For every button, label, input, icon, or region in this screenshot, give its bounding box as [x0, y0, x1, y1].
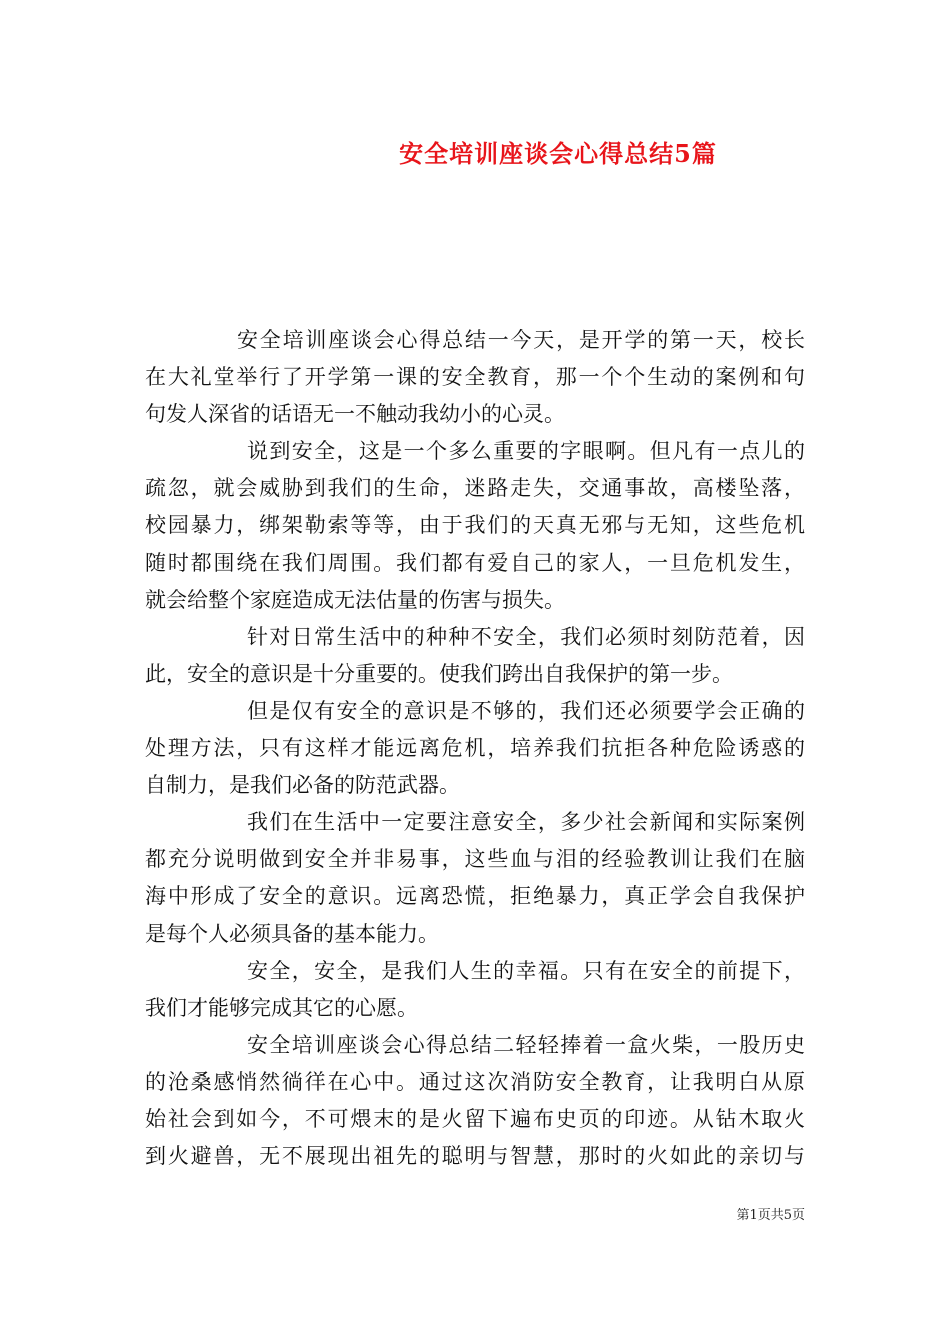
page-number-footer: 第1页共5页	[736, 1208, 805, 1223]
text-line: 说到安全，这是一个多么重要的字眼啊。但凡有一点儿的	[247, 439, 805, 464]
text-line: 安全培训座谈会心得总结二轻轻捧着一盒火柴，一股历史	[247, 1032, 805, 1057]
text-line: 就会给整个家庭造成无法估量的伤害与损失。	[145, 587, 565, 612]
document-title: 安全培训座谈会心得总结5篇	[399, 139, 717, 168]
text-line: 都充分说明做到安全并非易事，这些血与泪的经验教训让我们在脑	[145, 847, 805, 872]
paragraph	[145, 1027, 805, 1175]
text-line: 针对日常生活中的种种不安全，我们必须时刻防范着，因	[247, 624, 805, 649]
text-line: 安全，安全，是我们人生的幸福。只有在安全的前提下，	[247, 958, 805, 983]
paragraph	[145, 804, 805, 952]
text-line: 校园暴力，绑架勒索等等，由于我们的天真无邪与无知，这些危机	[145, 513, 805, 538]
text-line: 在大礼堂举行了开学第一课的安全教育，那一个个生动的案例和句	[145, 365, 805, 390]
text-line: 我们在生活中一定要注意安全，多少社会新闻和实际案例	[247, 810, 805, 835]
text-line: 海中形成了安全的意识。远离恐慌，拒绝暴力，真正学会自我保护	[145, 884, 805, 909]
text-line: 的沧桑感悄然徜徉在心中。通过这次消防安全教育，让我明白从原	[145, 1069, 805, 1094]
text-line: 自制力，是我们必备的防范武器。	[145, 773, 460, 798]
text-line: 随时都围绕在我们周围。我们都有爱自己的家人，一旦危机发生，	[145, 550, 805, 575]
text-line: 我们才能够完成其它的心愿。	[145, 995, 418, 1020]
paragraph	[145, 953, 805, 1027]
text-line: 始社会到如今，不可煨末的是火留下遍布史页的印迹。从钻木取火	[145, 1106, 805, 1131]
text-line: 疏忽，就会威胁到我们的生命，迷路走失，交通事故，高楼坠落，	[145, 476, 805, 501]
paragraph	[145, 619, 805, 693]
paragraph	[145, 322, 805, 433]
text-line: 但是仅有安全的意识是不够的，我们还必须要学会正确的	[247, 698, 805, 723]
text-line: 是每个人必须具备的基本能力。	[145, 921, 439, 946]
text-line: 此，安全的意识是十分重要的。使我们跨出自我保护的第一步。	[145, 661, 733, 686]
text-line: 处理方法，只有这样才能远离危机，培养我们抗拒各种危险诱惑的	[145, 736, 805, 761]
paragraph	[145, 693, 805, 804]
text-line: 句发人深省的话语无一不触动我幼小的心灵。	[145, 402, 565, 427]
document-body	[145, 322, 805, 1175]
text-line: 到火避兽，无不展现出祖先的聪明与智慧，那时的火如此的亲切与	[145, 1144, 805, 1169]
text-line: 安全培训座谈会心得总结一今天，是开学的第一天，校长	[237, 328, 805, 352]
paragraph	[145, 433, 805, 618]
